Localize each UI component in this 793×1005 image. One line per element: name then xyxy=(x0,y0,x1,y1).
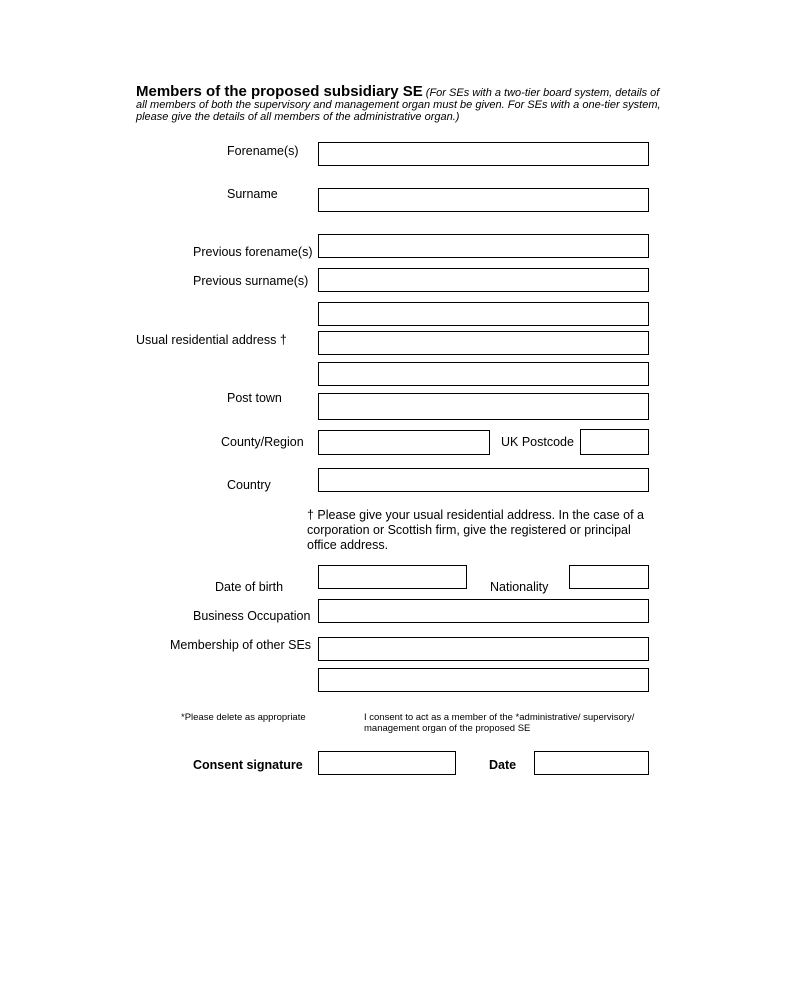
post-town-label: Post town xyxy=(227,391,282,405)
previous-forenames-label: Previous forename(s) xyxy=(193,245,313,259)
previous-forenames-field[interactable] xyxy=(318,234,649,258)
address-line-2-field[interactable] xyxy=(318,331,649,355)
membership-field-2[interactable] xyxy=(318,668,649,692)
delete-note: *Please delete as appropriate xyxy=(181,712,306,723)
address-label: Usual residential address † xyxy=(136,333,287,347)
previous-surnames-label: Previous surname(s) xyxy=(193,274,309,288)
dob-field[interactable] xyxy=(318,565,467,589)
nationality-label: Nationality xyxy=(490,580,549,594)
date-field[interactable] xyxy=(534,751,649,775)
occupation-field[interactable] xyxy=(318,599,649,623)
postcode-label: UK Postcode xyxy=(501,435,574,449)
nationality-field[interactable] xyxy=(569,565,649,589)
form-heading xyxy=(136,83,666,123)
county-label: County/Region xyxy=(221,435,304,449)
occupation-label: Business Occupation xyxy=(193,609,311,623)
consent-note: I consent to act as a member of the *administrative/ supervisory/ management organ of the proposed SE xyxy=(364,712,635,734)
surname-field[interactable] xyxy=(318,188,649,212)
county-field[interactable] xyxy=(318,430,490,455)
consent-signature-field[interactable] xyxy=(318,751,456,775)
country-field[interactable] xyxy=(318,468,649,492)
forenames-field[interactable] xyxy=(318,142,649,166)
postcode-field[interactable] xyxy=(580,429,649,455)
address-line-3-field[interactable] xyxy=(318,362,649,386)
page-subtitle: (For SEs with a two-tier board system, details of all members of both the supervisory and management organ must be given. For SEs with a one-tier system, please give the details of all members of the administrative organ.) xyxy=(136,87,661,123)
dob-label: Date of birth xyxy=(215,580,284,594)
country-label: Country xyxy=(227,478,271,492)
previous-surnames-field[interactable] xyxy=(318,268,649,292)
post-town-field[interactable] xyxy=(318,393,649,420)
address-note: † Please give your usual residential address. In the case of a corporation or Scottish firm, give the registered or principal office address. xyxy=(307,508,645,552)
page-title: Members of the proposed subsidiary SE xyxy=(136,83,423,100)
address-line-1-field[interactable] xyxy=(318,302,649,326)
forenames-label: Forename(s) xyxy=(227,144,299,158)
date-label: Date xyxy=(489,758,517,772)
consent-signature-label: Consent signature xyxy=(193,758,303,772)
surname-label: Surname xyxy=(227,187,278,201)
membership-field-1[interactable] xyxy=(318,637,649,661)
membership-label: Membership of other SEs xyxy=(170,638,312,652)
